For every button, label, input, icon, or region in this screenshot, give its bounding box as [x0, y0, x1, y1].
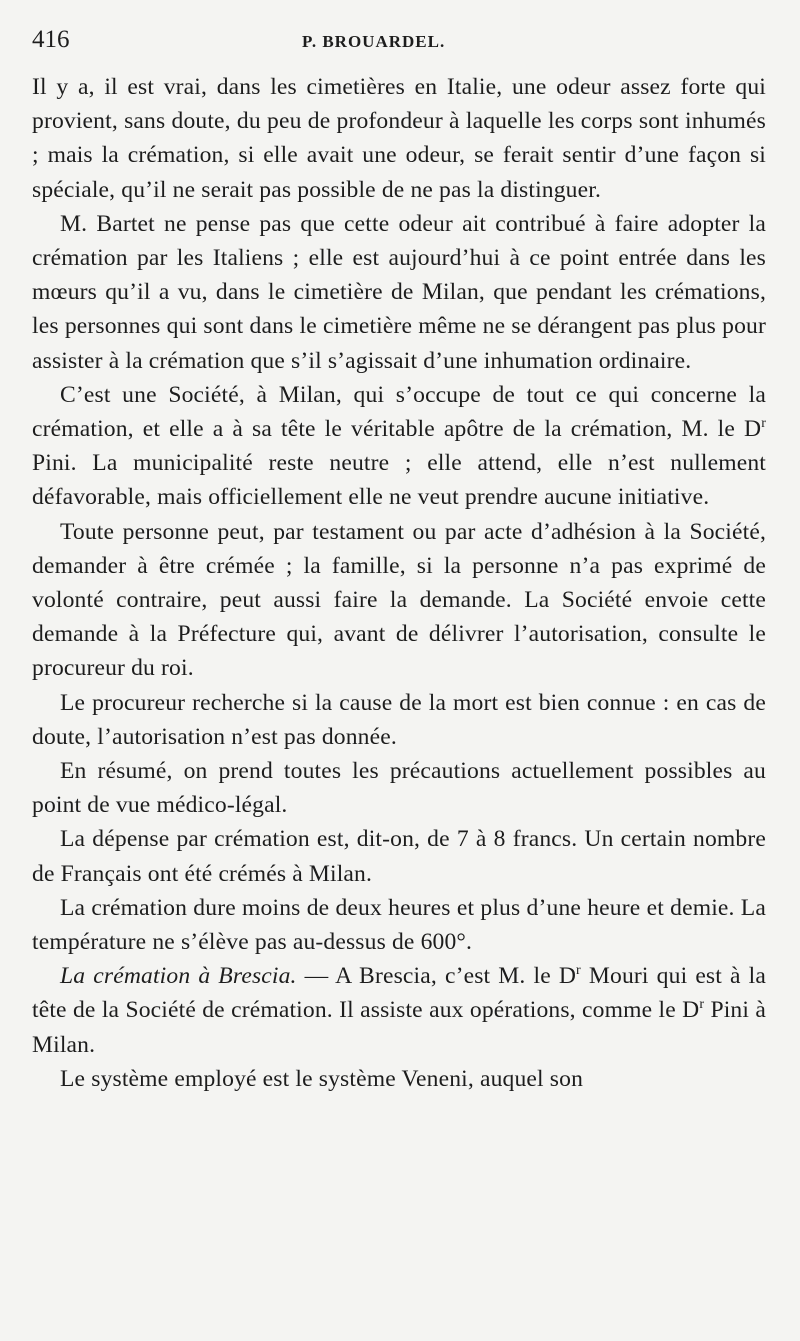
paragraph-8: La crémation dure moins de deux heures et plus d’une heure et demie. La température ne s’élève pas au-dessus de 600°.	[32, 894, 766, 956]
paragraph-7: La dépense par crémation est, dit-on, de 7 à 8 francs. Un certain nombre de Français ont été crémés à Milan.	[32, 826, 766, 887]
paragraph-9: La crémation à Brescia. — A Brescia, c’est M. le $D^r$ Mouri qui est à la tête de la Société de crémation. Il assiste aux opérations, comme le $D^r$ Pini à Milan.	[32, 963, 767, 1058]
paragraph-5: Le procureur recherche si la cause de la mort est bien connue : en cas de doute, l’autorisation n’est pas donnée.	[32, 689, 766, 750]
section-title-brescia: La crémation à Brescia.	[60, 963, 297, 990]
superscript-r: r	[761, 416, 766, 432]
running-title: P. BROUARDEL.	[302, 32, 446, 51]
paragraph-3: C’est une Société, à Milan, qui s’occupe de tout ce qui concerne la crémation, et elle a à sa tête le véritable apôtre de la crémation, M. le $D^r$ Pini. La municipalité reste neutre ; elle attend, elle n’est nullement défavorable, mais officiellement elle ne veut prendre aucune initiative.	[32, 381, 766, 511]
body-text	[32, 70, 766, 1096]
paragraph-10: Le système employé est le système Veneni, auquel son	[60, 1065, 584, 1092]
paragraph-1: Il y a, il est vrai, dans les cimetières en Italie, une odeur assez forte qui provient, sans doute, du peu de profondeur à laquelle les corps sont inhumés ; mais la crémation, si elle avait une odeur, se ferait sentir d’une façon si spéciale, qu’il ne serait pas possible de ne pas la distinguer.	[32, 74, 766, 203]
paragraph-2: M. Bartet ne pense pas que cette odeur ait contribué à faire adopter la crémation par les Italiens ; elle est aujourd’hui à ce point entrée dans les mœurs qu’il a vu, dans le cimetière de Milan, que pendant les crémations, les personnes qui sont dans le cimetière même ne se dérangent pas plus pour assister à la crémation que s’il s’agissait d’une inhumation ordinaire.	[32, 210, 766, 374]
page-number: 416	[32, 26, 70, 53]
paragraph-6: En résumé, on prend toutes les précautions actuellement possibles au point de vue médico-légal.	[32, 758, 766, 819]
paragraph-4: Toute personne peut, par testament ou par acte d’adhésion à la Société, demander à être crémée ; la famille, si la personne n’a pas exprimé de volonté contraire, peut aussi faire la demande. La Société envoie cette demande à la Préfecture qui, avant de délivrer l’autorisation, consulte le procureur du roi.	[32, 518, 766, 682]
running-header	[32, 26, 766, 66]
